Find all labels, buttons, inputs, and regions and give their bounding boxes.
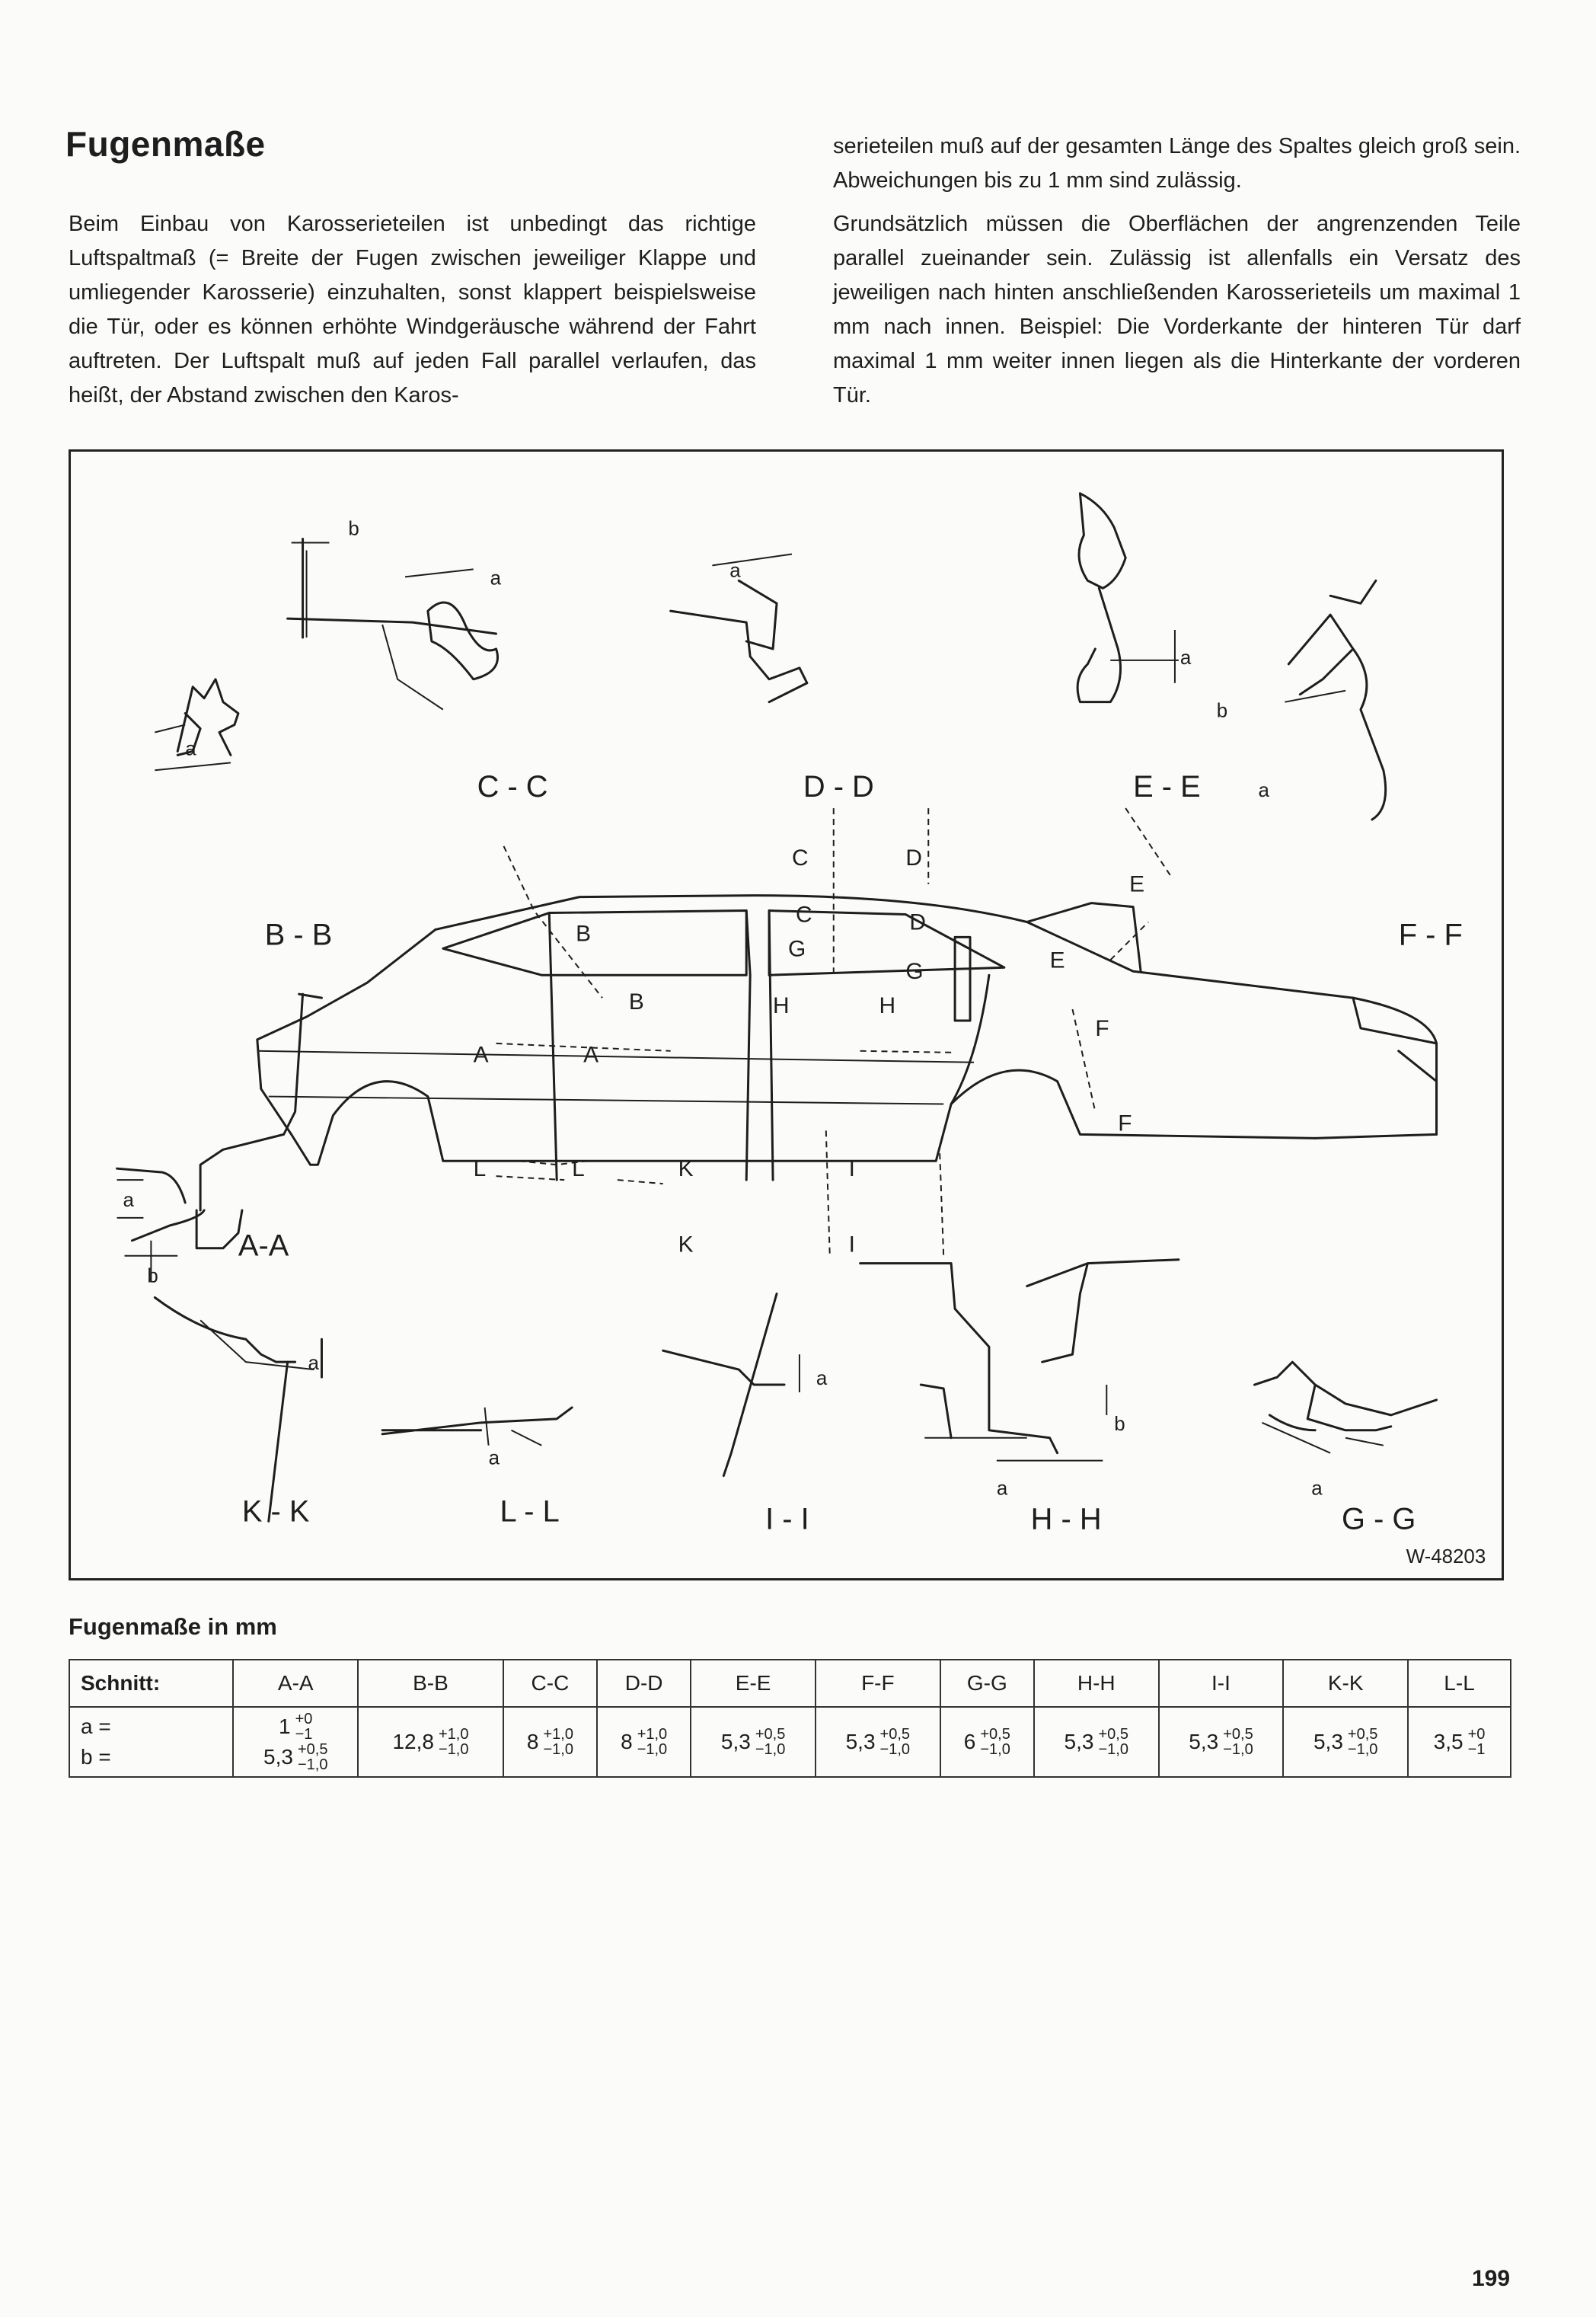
- marker-a: a: [729, 560, 741, 582]
- table-row: [69, 1707, 1511, 1777]
- row-label-a: a =: [81, 1715, 111, 1738]
- cut-marker-a: A: [473, 1042, 489, 1068]
- page-title: Fugenmaße: [65, 124, 266, 164]
- cut-marker-d: D: [909, 909, 926, 935]
- row-labels-cell: [69, 1707, 233, 1777]
- tolerance-plus: +0,5: [755, 1726, 786, 1743]
- cut-marker-e: E: [1049, 948, 1065, 973]
- cell-d-d: [597, 1707, 691, 1777]
- tolerance-minus: −1,0: [543, 1741, 573, 1758]
- cut-marker-k: K: [678, 1156, 694, 1182]
- value: 12,8: [392, 1730, 434, 1753]
- value: 1: [279, 1715, 291, 1738]
- marker-a: a: [308, 1353, 319, 1375]
- section-label-e-e: E - E: [1133, 770, 1201, 804]
- marker-b: b: [1216, 700, 1228, 722]
- marker-b: b: [147, 1265, 158, 1287]
- section-k-k-sketch: [155, 1297, 321, 1521]
- column-header: K-K: [1283, 1660, 1408, 1707]
- cell-f-f: [816, 1707, 940, 1777]
- section-label-c-c: C - C: [477, 770, 548, 804]
- tolerance-minus: −1,0: [438, 1741, 469, 1758]
- cut-marker-c: C: [791, 845, 809, 871]
- section-c-c-sketch: [288, 539, 498, 710]
- value: 8: [621, 1730, 633, 1753]
- section-g-g-sketch: [1255, 1362, 1437, 1453]
- tolerance-plus: +1,0: [438, 1726, 469, 1743]
- marker-a: a: [123, 1189, 134, 1211]
- cell-h-h: [1034, 1707, 1159, 1777]
- value: 8: [526, 1730, 539, 1753]
- cut-lines: [496, 808, 1171, 1256]
- column-header: H-H: [1034, 1660, 1159, 1707]
- text-column-left: [69, 207, 756, 413]
- value: 5,3: [263, 1745, 293, 1769]
- table-header-label: Schnitt:: [69, 1660, 233, 1707]
- section-label-g-g: G - G: [1342, 1502, 1416, 1536]
- tolerance-minus: −1: [1467, 1741, 1486, 1758]
- section-label-l-l: L - L: [500, 1494, 560, 1529]
- cut-marker-b: B: [628, 989, 644, 1015]
- cell-a-a: [233, 1707, 358, 1777]
- cut-marker-e: E: [1129, 871, 1145, 897]
- value: 5,3: [720, 1730, 751, 1753]
- cut-marker-g: G: [787, 936, 806, 962]
- tolerance-minus: −1,0: [1347, 1741, 1378, 1758]
- figure-code: W-48203: [1406, 1546, 1486, 1568]
- tolerance-plus: +0,5: [1347, 1726, 1378, 1743]
- value: 5,3: [1313, 1730, 1343, 1753]
- offset-paragraph: Grundsätzlich müssen die Oberflächen der angrenzenden Teile parallel zueinander sein. Zulässig ist allenfalls ein Versatz des jeweiligen nach hinten anschließenden Karosserieteils um maximal 1 mm nach innen. Beispiel: Die Vorderkante der hinteren Tür darf maximal 1 mm weiter innen liegen als die Hinterkante der vorderen Tür.: [833, 212, 1521, 407]
- section-label-k-k: K - K: [241, 1494, 310, 1529]
- cut-marker-d: D: [905, 845, 922, 871]
- marker-b: b: [348, 518, 359, 540]
- value: 3,5: [1433, 1730, 1464, 1753]
- section-label-a-a: A-A: [238, 1229, 289, 1263]
- marker-a: a: [490, 567, 501, 590]
- intro-paragraph-part2: serieteilen muß auf der gesamten Länge des Spaltes gleich groß sein. Abweichungen bis zu 1 mm sind zulässig.: [833, 134, 1521, 193]
- column-header: C-C: [503, 1660, 597, 1707]
- tolerance-plus: +0,5: [879, 1726, 911, 1743]
- section-label-i-i: I - I: [765, 1502, 809, 1536]
- tolerance-plus: +0: [1467, 1726, 1486, 1743]
- column-header: A-A: [233, 1660, 358, 1707]
- marker-a: a: [1311, 1478, 1323, 1500]
- cell-b-b: [358, 1707, 503, 1777]
- cell-i-i: [1159, 1707, 1284, 1777]
- column-header: B-B: [358, 1660, 503, 1707]
- section-f-f-sketch: [1285, 580, 1385, 820]
- column-header: I-I: [1159, 1660, 1284, 1707]
- cell-k-k: [1283, 1707, 1408, 1777]
- section-label-b-b: B - B: [264, 918, 333, 952]
- value: 6: [963, 1730, 976, 1753]
- cut-marker-f: F: [1095, 1015, 1109, 1041]
- marker-a: a: [185, 738, 196, 760]
- tolerance-plus: +1,0: [543, 1726, 573, 1743]
- tolerance-plus: +0,5: [1223, 1726, 1253, 1743]
- cut-marker-l: L: [572, 1156, 585, 1182]
- tolerance-plus: +0,5: [1098, 1726, 1128, 1743]
- section-e-e-sketch: [1077, 494, 1179, 702]
- cell-e-e: [691, 1707, 816, 1777]
- tolerance-minus: −1,0: [980, 1741, 1010, 1758]
- tolerance-minus: −1,0: [1098, 1741, 1128, 1758]
- gap-dimension-diagram: [69, 449, 1504, 1580]
- table-caption: Fugenmaße in mm: [69, 1613, 277, 1640]
- cut-marker-f: F: [1118, 1111, 1132, 1136]
- tolerance-minus: −1,0: [1223, 1741, 1253, 1758]
- tolerance-minus: −1,0: [879, 1741, 911, 1758]
- section-a-a-sketch: [117, 994, 322, 1282]
- gap-dimension-table: [69, 1659, 1511, 1778]
- value: 5,3: [845, 1730, 876, 1753]
- cut-marker-b: B: [576, 921, 592, 947]
- cut-marker-c: C: [795, 902, 812, 928]
- column-header: D-D: [597, 1660, 691, 1707]
- cut-marker-h: H: [773, 993, 790, 1019]
- text-column-right: [833, 129, 1521, 413]
- cell-c-c: [503, 1707, 597, 1777]
- value: 5,3: [1064, 1730, 1094, 1753]
- tolerance-plus: +0: [295, 1711, 313, 1727]
- section-label-h-h: H - H: [1030, 1502, 1102, 1536]
- cut-marker-a: A: [583, 1042, 599, 1068]
- tolerance-plus: +1,0: [637, 1726, 668, 1743]
- column-header: E-E: [691, 1660, 816, 1707]
- page-number: 199: [1472, 2266, 1511, 2291]
- column-header: G-G: [940, 1660, 1034, 1707]
- tolerance-minus: −1,0: [297, 1756, 328, 1773]
- car-body-outline: [257, 896, 1437, 1180]
- marker-a: a: [1258, 780, 1269, 802]
- row-label-b: b =: [81, 1745, 111, 1769]
- marker-a: a: [996, 1478, 1008, 1500]
- marker-b: b: [1114, 1413, 1125, 1435]
- cut-marker-l: L: [473, 1156, 487, 1182]
- cell-l-l: [1408, 1707, 1511, 1777]
- marker-a: a: [488, 1447, 500, 1469]
- section-l-l-sketch: [382, 1408, 572, 1446]
- cell-g-g: [940, 1707, 1034, 1777]
- cut-marker-h: H: [879, 993, 896, 1019]
- tolerance-minus: −1: [295, 1726, 313, 1743]
- cut-marker-k: K: [678, 1232, 694, 1258]
- car-section-drawing: [71, 452, 1502, 1578]
- cut-marker-i: I: [848, 1232, 855, 1258]
- section-h-h-sketch: [860, 1260, 1179, 1461]
- section-label-d-d: D - D: [803, 770, 874, 804]
- marker-a: a: [1179, 647, 1192, 669]
- cut-marker-g: G: [905, 959, 924, 985]
- section-i-i-sketch: [663, 1294, 800, 1476]
- tolerance-plus: +0,5: [297, 1741, 328, 1758]
- value: 5,3: [1189, 1730, 1219, 1753]
- column-header: F-F: [816, 1660, 940, 1707]
- tolerance-minus: −1,0: [755, 1741, 786, 1758]
- intro-paragraph-part1: Beim Einbau von Karosserieteilen ist unbedingt das richtige Luftspaltmaß (= Breite der Fugen zwischen jeweiliger Klappe und umliegender Karosserie) einzuhalten, sonst klappert beispielsweise die Tür, oder es können erhöhte Windgeräusche während der Fahrt auftreten. Der Luftspalt muß auf jeden Fall parallel verlaufen, das heißt, der Abstand zwischen den Karos-: [69, 212, 756, 407]
- section-b-b-sketch: [155, 679, 238, 771]
- tolerance-minus: −1,0: [637, 1741, 668, 1758]
- cut-marker-i: I: [848, 1156, 855, 1182]
- column-header: L-L: [1408, 1660, 1511, 1707]
- table-header-row: [69, 1660, 1511, 1707]
- marker-a: a: [816, 1368, 828, 1390]
- tolerance-plus: +0,5: [980, 1726, 1010, 1743]
- section-label-f-f: F - F: [1398, 918, 1463, 952]
